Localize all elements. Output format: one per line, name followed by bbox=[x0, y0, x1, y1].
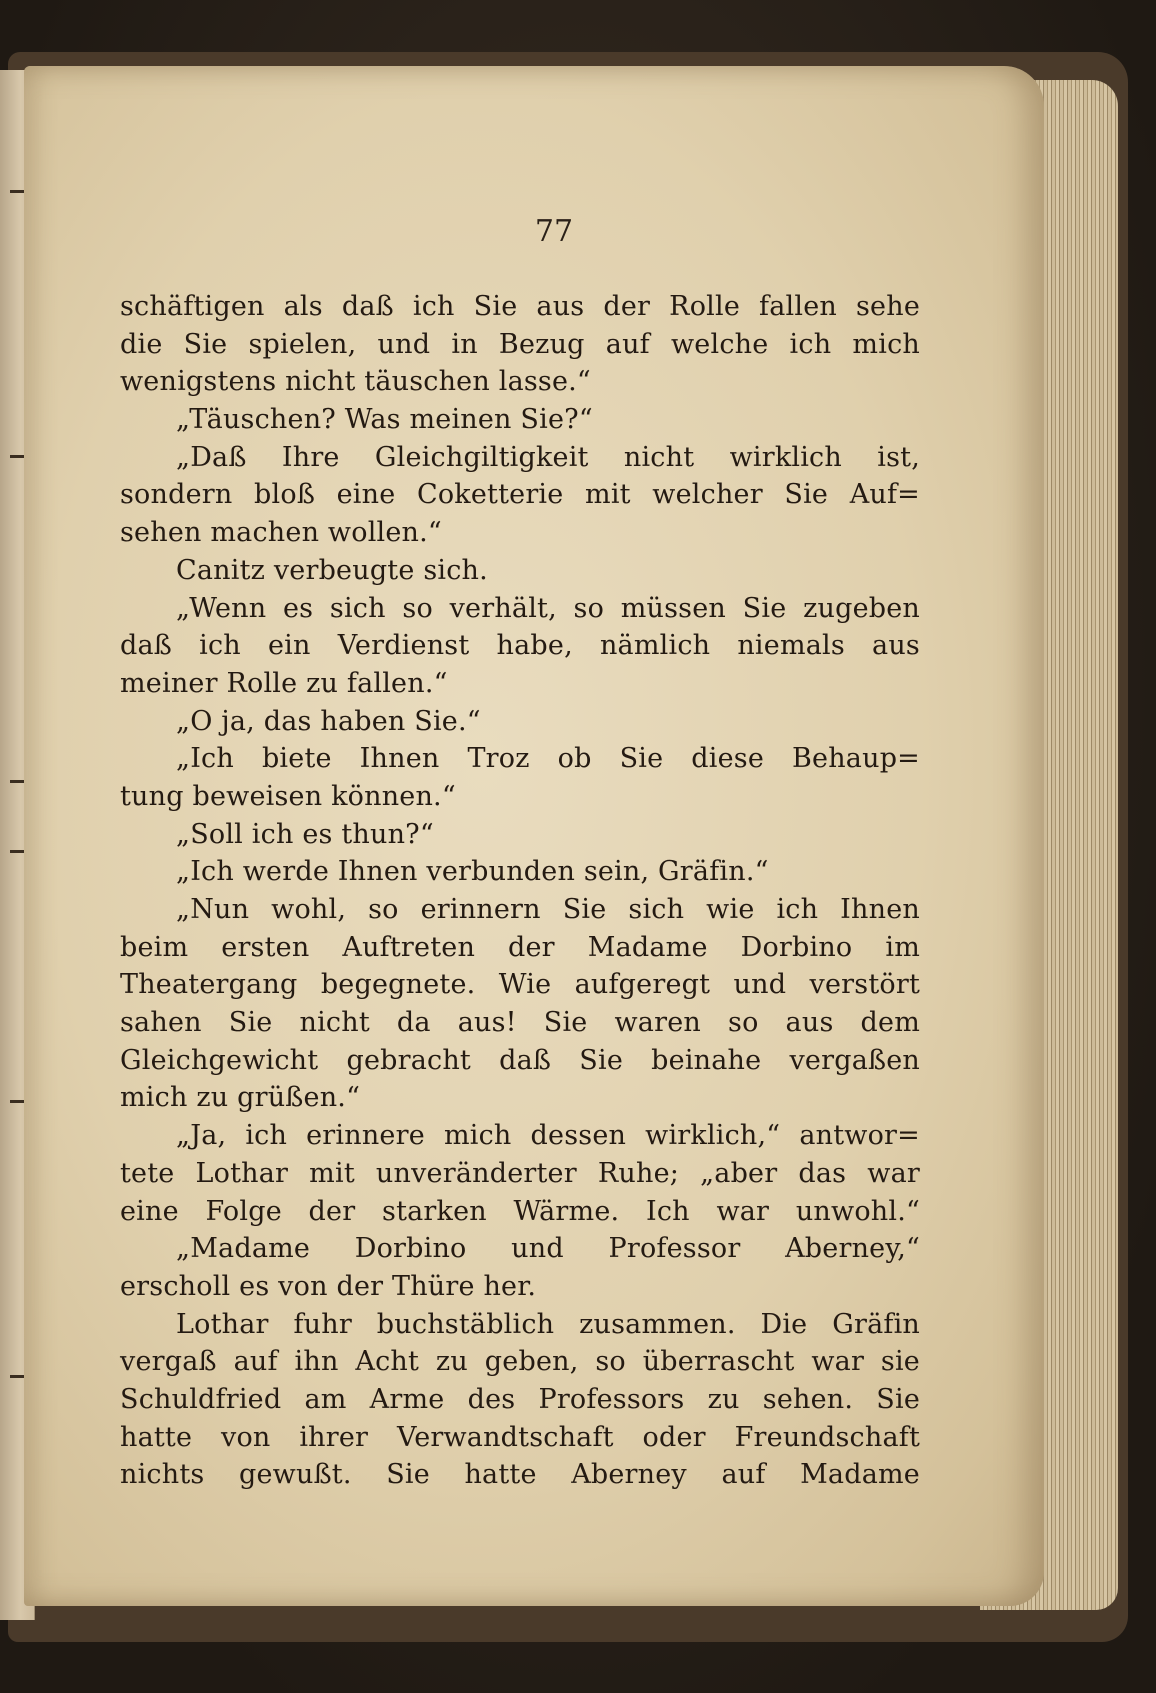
text-line: Gleichgewicht gebracht daß Sie beinahe vergaßen bbox=[120, 1044, 920, 1076]
text-line: „Madame Dorbino und Professor Aberney,“ bbox=[176, 1233, 920, 1265]
text-line: sahen Sie nicht da aus! Sie waren so aus dem bbox=[120, 1007, 920, 1039]
text-line: „Daß Ihre Gleichgiltigkeit nicht wirklich ist, bbox=[176, 441, 920, 473]
text-line: sondern bloß eine Coketterie mit welcher Sie Auf= bbox=[120, 479, 920, 511]
text-line: mich zu grüßen.“ bbox=[120, 1082, 361, 1114]
text-line: nichts gewußt. Sie hatte Aberney auf Madame bbox=[120, 1459, 920, 1491]
text-line: „Ich biete Ihnen Troz ob Sie diese Behaup= bbox=[176, 743, 920, 775]
text-line: wenigstens nicht täuschen lasse.“ bbox=[120, 366, 591, 398]
text-line: hatte von ihrer Verwandtschaft oder Freundschaft bbox=[120, 1421, 920, 1453]
text-line: „O ja, das haben Sie.“ bbox=[176, 705, 481, 737]
text-line: tung beweisen können.“ bbox=[120, 780, 456, 812]
text-line: Schuldfried am Arme des Professors zu sehen. Sie bbox=[120, 1383, 920, 1415]
text-line: daß ich ein Verdienst habe, nämlich niemals aus bbox=[120, 630, 920, 662]
text-line: „Ja, ich erinnere mich dessen wirklich,“ antwor= bbox=[176, 1120, 920, 1152]
text-line: Canitz verbeugte sich. bbox=[176, 554, 488, 586]
text-line: schäftigen als daß ich Sie aus der Rolle fallen sehe bbox=[120, 291, 920, 322]
book-page bbox=[24, 66, 1044, 1606]
page-number: 77 bbox=[534, 214, 574, 249]
text-line: „Nun wohl, so erinnern Sie sich wie ich Ihnen bbox=[176, 894, 920, 925]
text-line: „Soll ich es thun?“ bbox=[176, 818, 434, 850]
text-line: tete Lothar mit unveränderter Ruhe; „aber das war bbox=[120, 1157, 920, 1189]
text-line: Lothar fuhr buchstäblich zusammen. Die Gräfin bbox=[176, 1308, 920, 1340]
text-line: „Täuschen? Was meinen Sie?“ bbox=[176, 404, 593, 436]
page-text bbox=[120, 288, 920, 1494]
text-line: Theatergang begegnete. Wie aufgeregt und verstört bbox=[120, 969, 920, 1001]
text-line: „Ich werde Ihnen verbunden sein, Gräfin.“ bbox=[176, 856, 769, 888]
text-line: vergaß auf ihn Acht zu geben, so überrascht war sie bbox=[120, 1346, 920, 1378]
text-line: beim ersten Auftreten der Madame Dorbino im bbox=[120, 931, 920, 963]
text-line: meiner Rolle zu fallen.“ bbox=[120, 667, 448, 699]
text-line: die Sie spielen, und in Bezug auf welche ich mich bbox=[120, 328, 920, 360]
text-line: eine Folge der starken Wärme. Ich war unwohl.“ bbox=[120, 1195, 920, 1227]
text-line: erscholl es von der Thüre her. bbox=[120, 1270, 537, 1302]
text-line: sehen machen wollen.“ bbox=[120, 517, 442, 549]
text-line: „Wenn es sich so verhält, so müssen Sie zugeben bbox=[176, 592, 920, 624]
